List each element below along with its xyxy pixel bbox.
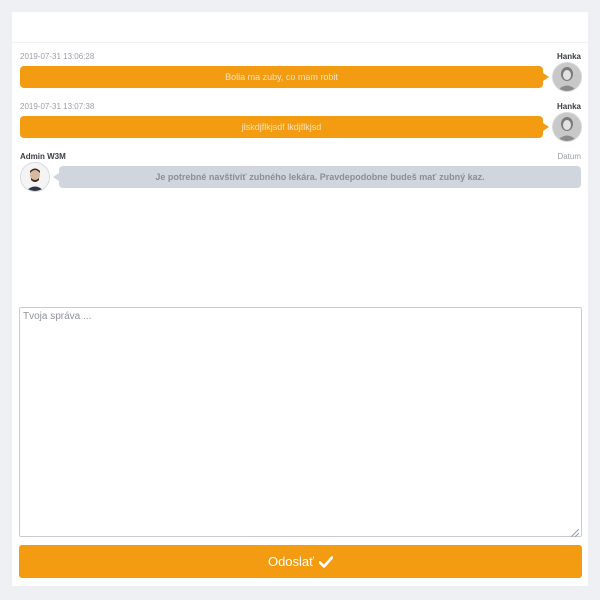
message-bubble: jlskdjflkjsdf lkdjflkjsd xyxy=(20,116,543,138)
message-sender: Hanka xyxy=(556,52,581,61)
message-sender: Hanka xyxy=(556,102,581,111)
message-bubble: Bolia ma zuby, co mam robit xyxy=(20,66,543,88)
message-list xyxy=(19,50,582,300)
resize-handle-icon[interactable] xyxy=(571,529,579,537)
send-button-label: Odoslať xyxy=(267,554,315,569)
message-sender: Admin W3M xyxy=(20,152,66,161)
message-timestamp: 2019-07-31 13:07:38 xyxy=(20,102,95,111)
message-incoming xyxy=(19,150,582,200)
message-bubble: Je potrebné navštíviť zubného lekára. Pravdepodobne budeš mať zubný kaz. xyxy=(59,166,581,188)
message-input[interactable] xyxy=(19,307,582,537)
message-outgoing xyxy=(19,50,582,100)
message-outgoing xyxy=(19,100,582,150)
send-button[interactable] xyxy=(19,545,582,578)
user-photo-icon xyxy=(552,62,582,92)
admin-photo-icon xyxy=(20,162,50,192)
user-photo-icon xyxy=(552,112,582,142)
check-icon xyxy=(319,556,333,568)
message-timestamp: Datum xyxy=(557,152,581,161)
panel-header xyxy=(12,12,588,43)
message-timestamp: 2019-07-31 13:06:28 xyxy=(20,52,95,61)
chat-panel xyxy=(12,12,588,586)
